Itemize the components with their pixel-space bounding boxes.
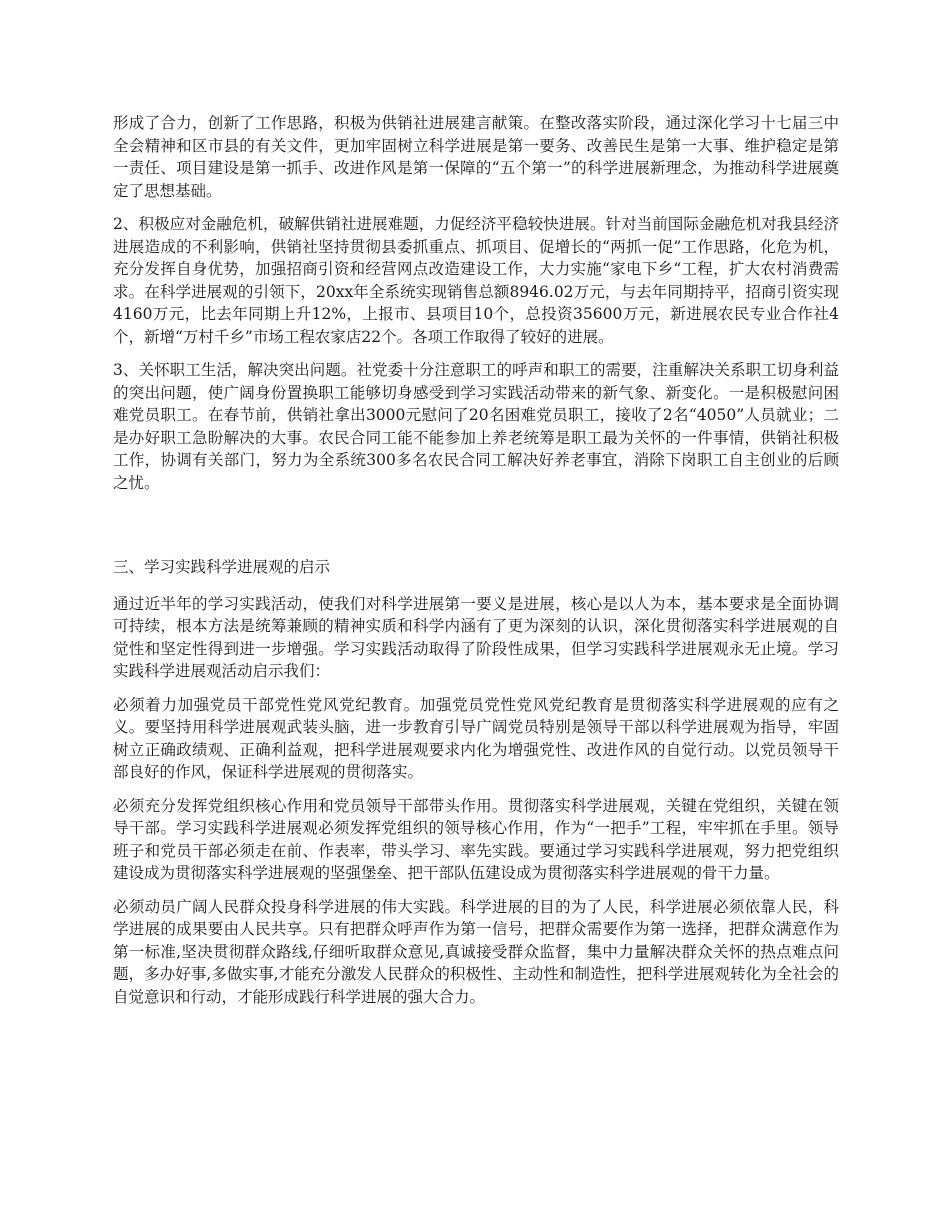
paragraph-worker-welfare: 3、关怀职工生活，解决突出问题。社党委十分注意职工的呼声和职工的需要，注重解决关系职工切身利益的突出问题，使广阔身份置换职工能够切身感受到学习实践活动带来的新气象、新变化。一是积极慰问困难党员职工。在春节前，供销社拿出3000元慰问了20名困难党员职工，接收了2名“4050”人员就业；二是办好职工急盼解决的大事。农民合同工能不能参加上养老统筹是职工最为关怀的一件事情，供销社积极工作，协调有关部门，努力为全系统300多名农民合同工解决好养老事宜，消除下岗职工自主创业的后顾之忧。	[113, 361, 839, 492]
paragraph-party-leadership: 必须充分发挥党组织核心作用和党员领导干部带头作用。贯彻落实科学进展观，关键在党组织，关键在领导干部。学习实践科学进展观必须发挥党组织的领导核心作用，作为“一把手”工程，牢牢抓在手里。领导班子和党员干部必须走在前、作表率，带头学习、率先实践。要通过学习实践科学进展观，努力把党组织建设成为贯彻落实科学进展观的坚强堡垒、把干部队伍建设成为贯彻落实科学进展观的骨干力量。	[113, 796, 839, 882]
paragraph-summary: 通过近半年的学习实践活动，使我们对科学进展第一要义是进展，核心是以人为本，基本要求是全面协调可持续，根本方法是统筹兼顾的精神实质和科学内涵有了更为深刻的认识，深化贯彻落实科学进展观的自觉性和坚定性得到进一步增强。学习实践活动取得了阶段性成果，但学习实践科学进展观永无止境。学习实践科学进展观活动启示我们：	[113, 594, 839, 680]
paragraph-intro-continuation: 形成了合力，创新了工作思路，积极为供销社进展建言献策。在整改落实阶段，通过深化学习十七届三中全会精神和区市县的有关文件，更加牢固树立科学进展是第一要务、改善民生是第一大事、维护稳定是第一责任、项目建设是第一抓手、改进作风是第一保障的“五个第一”的科学进展新理念，为推动科学进展奠定了思想基础。	[113, 114, 839, 200]
paragraph-financial-crisis: 2、积极应对金融危机，破解供销社进展难题，力促经济平稳较快进展。针对当前国际金融危机对我县经济进展造成的不利影响，供销社坚持贯彻县委抓重点、抓项目、促增长的“两抓一促”工作思路，化危为机，充分发挥自身优势，加强招商引资和经营网点改造建设工作，大力实施“家电下乡“工程，扩大农村消费需求。在科学进展观的引领下，20xx年全系统实现销售总额8946.02万元，与去年同期持平，招商引资实现4160万元，比去年同期上升12%，上报市、县项目10个，总投资35600万元，新进展农民专业合作社4个，新增“万村千乡”市场工程农家店22个。各项工作取得了较好的进展。	[113, 215, 839, 346]
paragraph-party-education: 必须着力加强党员干部党性党风党纪教育。加强党员党性党风党纪教育是贯彻落实科学进展观的应有之义。要坚持用科学进展观武装头脑，进一步教育引导广阔党员特别是领导干部以科学进展观为指导，牢固树立正确政绩观、正确利益观，把科学进展观要求内化为增强党性、改进作风的自觉行动。以党员领导干部良好的作风，保证科学进展观的贯彻落实。	[113, 695, 839, 781]
document-page	[113, 112, 839, 1008]
paragraph-mobilize-masses: 必须动员广阔人民群众投身科学进展的伟大实践。科学进展的目的为了人民，科学进展必须依靠人民，科学进展的成果要由人民共享。只有把群众呼声作为第一信号，把群众需要作为第一选择，把群众满意作为第一标准,坚决贯彻群众路线,仔细听取群众意见,真诚接受群众监督，集中力量解决群众关怀的热点难点问题，多办好事,多做实事,才能充分激发人民群众的积极性、主动性和制造性，把科学进展观转化为全社会的自觉意识和行动，才能形成践行科学进展的强大合力。	[113, 897, 839, 1006]
section-heading: 三、学习实践科学进展观的启示	[113, 558, 331, 576]
